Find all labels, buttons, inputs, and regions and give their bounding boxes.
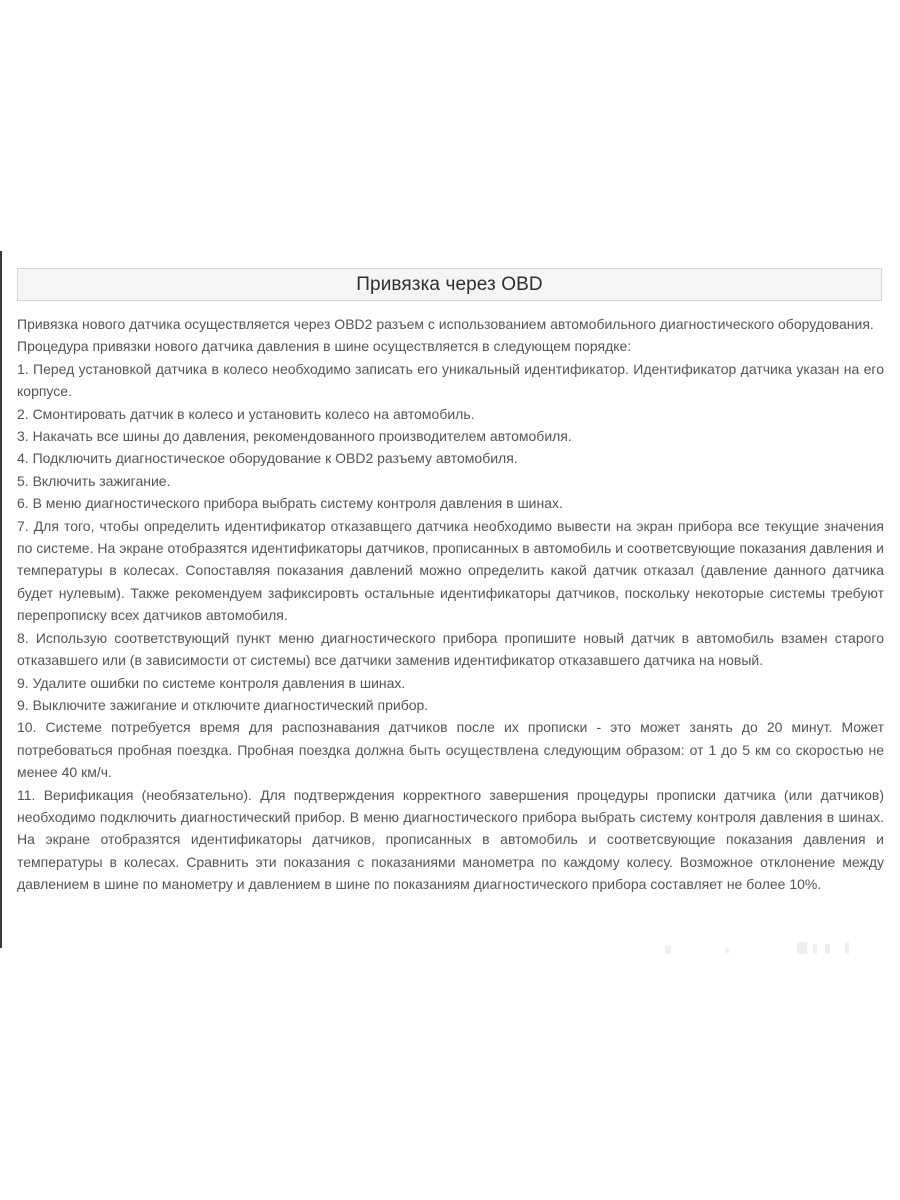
- section-title-box: [17, 268, 882, 301]
- step-6: 6. В меню диагностического прибора выбрать систему контроля давления в шинах.: [17, 495, 563, 512]
- left-margin-rule: [0, 251, 2, 948]
- step-10: 10. Системе потребуется время для распознавания датчиков после их прописки - это может занять до 20 минут. Может потребоваться пробная поездка. Пробная поездка должна быть осуществлена следующим образом: от 1 до 5 км со скоростью не менее 40 км/ч.: [17, 719, 884, 781]
- step-9-clear-errors: 9. Удалите ошибки по системе контроля давления в шинах.: [17, 674, 406, 691]
- intro-paragraph: Привязка нового датчика осуществляется через OBD2 разъем с использованием автомобильного диагностического оборудования.: [17, 316, 874, 332]
- procedure-intro: Процедура привязки нового датчика давления в шине осуществляется в следующем порядке:: [17, 338, 632, 355]
- step-2: 2. Смонтировать датчик в колесо и установить колесо на автомобиль.: [17, 405, 475, 422]
- step-8: 8. Использую соответствующий пункт меню диагностического прибора пропишите новый датчик в автомобиль взамен старого отказавшего или (в зависимости от системы) все датчики заменив идентификатор отказавшего датчика на новый.: [17, 629, 884, 669]
- document-section: [0, 251, 900, 951]
- step-11: 11. Верификация (необязательно). Для подтверждения корректного завершения процедуры прописки датчика (или датчиков) необходимо подключить диагностический прибор. В меню диагностического прибора выбрать систему контроля давления в шинах. На экране отобразятся идентификаторы датчиков, прописанных в автомобиль и соответсвующие показания давления и температуры в колесах. Сравнить эти показания с показаниями манометра по каждому колесу. Возможное отклонение между давлением в шине по манометру и давлением в шине по показаниям диагностического прибора составляет не более 10%.: [17, 786, 884, 893]
- step-4: 4. Подключить диагностическое оборудование к OBD2 разъему автомобиля.: [17, 450, 518, 467]
- step-7: 7. Для того, чтобы определить идентификатор отказавщего датчика необходимо вывести на экран прибора все текущие значения по системе. На экране отобразятся идентификаторы датчиков, прописанных в автомобиль и соответсвующие показания давления и температуры в колесах. Сопоставляя показания давлений можно определить какой датчик отказал (давление данного датчика будет нулевым). Также рекомендуем зафиксировть остальные идентификаторы датчиков, поскольку некоторые системы требуют перепрописку всех датчиков автомобиля.: [17, 517, 884, 624]
- watermark-graphic: [665, 938, 865, 962]
- step-5: 5. Включить зажигание.: [17, 472, 171, 489]
- section-body: [17, 313, 884, 896]
- step-3: 3. Накачать все шины до давления, рекомендованного производителем автомобиля.: [17, 428, 572, 445]
- section-title: Привязка через OBD: [356, 273, 543, 295]
- step-9-ignition-off: 9. Выключите зажигание и отключите диагностический прибор.: [17, 696, 429, 713]
- step-1: 1. Перед установкой датчика в колесо необходимо записать его уникальный идентификатор. Идентификатор датчика указан на его корпусе.: [17, 360, 884, 400]
